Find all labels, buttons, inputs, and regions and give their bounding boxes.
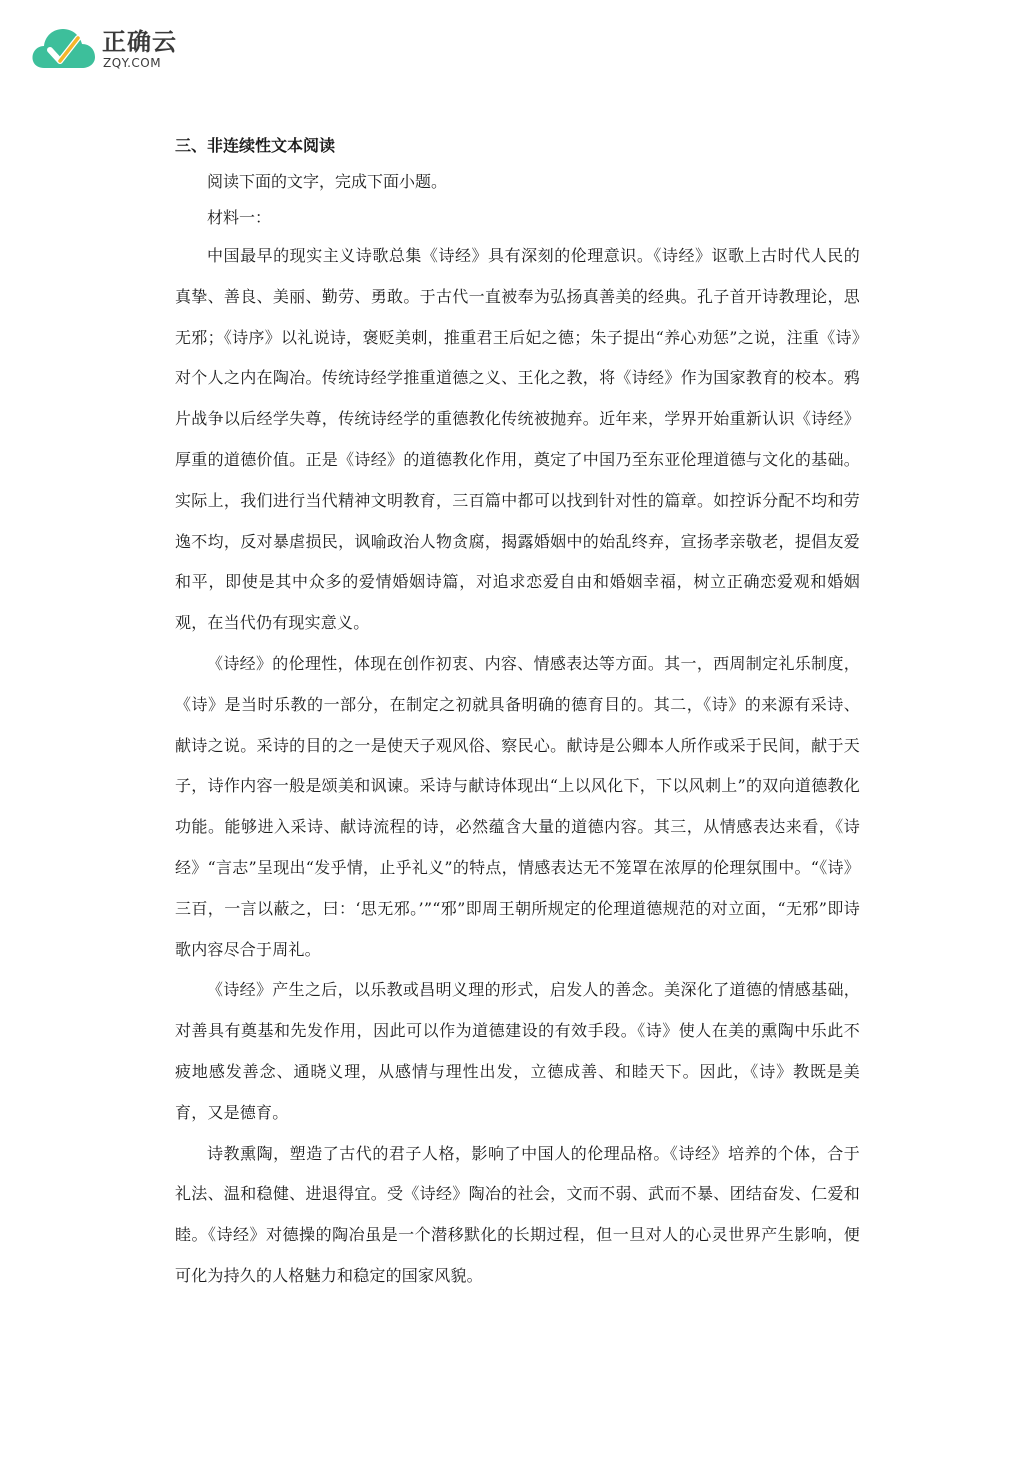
paragraph-2: 《诗经》的伦理性，体现在创作初衷、内容、情感表达等方面。其一，西周制定礼乐制度，《诗》是当时乐教的一部分，在制定之初就具备明确的德育目的。其二，《诗》的来源有采诗、献诗之说。采诗的目的之一是使天子观风俗、察民心。献诗是公卿本人所作或采于民间，献于天子，诗作内容一般是颂美和讽谏。采诗与献诗体现出“上以风化下，下以风刺上”的双向道德教化功能。能够进入采诗、献诗流程的诗，必然蕴含大量的道德内容。其三，从情感表达来看，《诗经》“言志”呈现出“发乎情，止乎礼义”的特点，情感表达无不笼罩在浓厚的伦理氛围中。“《诗》三百，一言以蔽之，曰：‘思无邪。’”“邪”即周王朝所规定的伦理道德规范的对立面，“无邪”即诗歌内容尽合于周礼。	[175, 653, 860, 959]
brand-domain: ZQY.COM	[103, 56, 162, 70]
instruction-text: 阅读下面的文字，完成下面小题。	[207, 172, 448, 191]
brand-logo	[30, 22, 180, 78]
paragraph-4: 诗教熏陶，塑造了古代的君子人格，影响了中国人的伦理品格。《诗经》培养的个体，合于礼法、温和稳健、进退得宜。受《诗经》陶冶的社会，文而不弱、武而不暴、团结奋发、仁爱和睦。《诗经》对德操的陶冶虽是一个潜移默化的长期过程，但一旦对人的心灵世界产生影响，便可化为持久的人格魅力和稳定的国家风貌。	[175, 1143, 860, 1285]
section-title: 三、非连续性文本阅读	[175, 136, 336, 155]
paragraph-1: 中国最早的现实主义诗歌总集《诗经》具有深刻的伦理意识。《诗经》讴歌上古时代人民的真挚、善良、美丽、勤劳、勇敢。于古代一直被奉为弘扬真善美的经典。孔子首开诗教理论，思无邪；《诗序》以礼说诗，褒贬美刺，推重君王后妃之德；朱子提出“养心劝惩”之说，注重《诗》对个人之内在陶冶。传统诗经学推重道德之义、王化之教，将《诗经》作为国家教育的校本。鸦片战争以后经学失尊，传统诗经学的重德教化传统被抛弃。近年来，学界开始重新认识《诗经》厚重的道德价值。正是《诗经》的道德教化作用，奠定了中国乃至东亚伦理道德与文化的基础。实际上，我们进行当代精神文明教育，三百篇中都可以找到针对性的篇章。如控诉分配不均和劳逸不均，反对暴虐损民，讽喻政治人物贪腐，揭露婚姻中的始乱终弃，宣扬孝亲敬老，提倡友爱和平，即使是其中众多的爱情婚姻诗篇，对追求恋爱自由和婚姻幸福，树立正确恋爱观和婚姻观，在当代仍有现实意义。	[175, 246, 860, 633]
cloud-check-icon	[30, 24, 96, 72]
material-label: 材料一：	[207, 208, 272, 227]
brand-name: 正确云	[102, 28, 177, 56]
paragraph-3: 《诗经》产生之后，以乐教或昌明义理的形式，启发人的善念。美深化了道德的情感基础，对善具有奠基和先发作用，因此可以作为道德建设的有效手段。《诗》使人在美的熏陶中乐此不疲地感发善念、通晓义理，从感情与理性出发，立德成善、和睦天下。因此，《诗》教既是美育，又是德育。	[175, 980, 860, 1122]
document-body	[175, 132, 860, 1297]
